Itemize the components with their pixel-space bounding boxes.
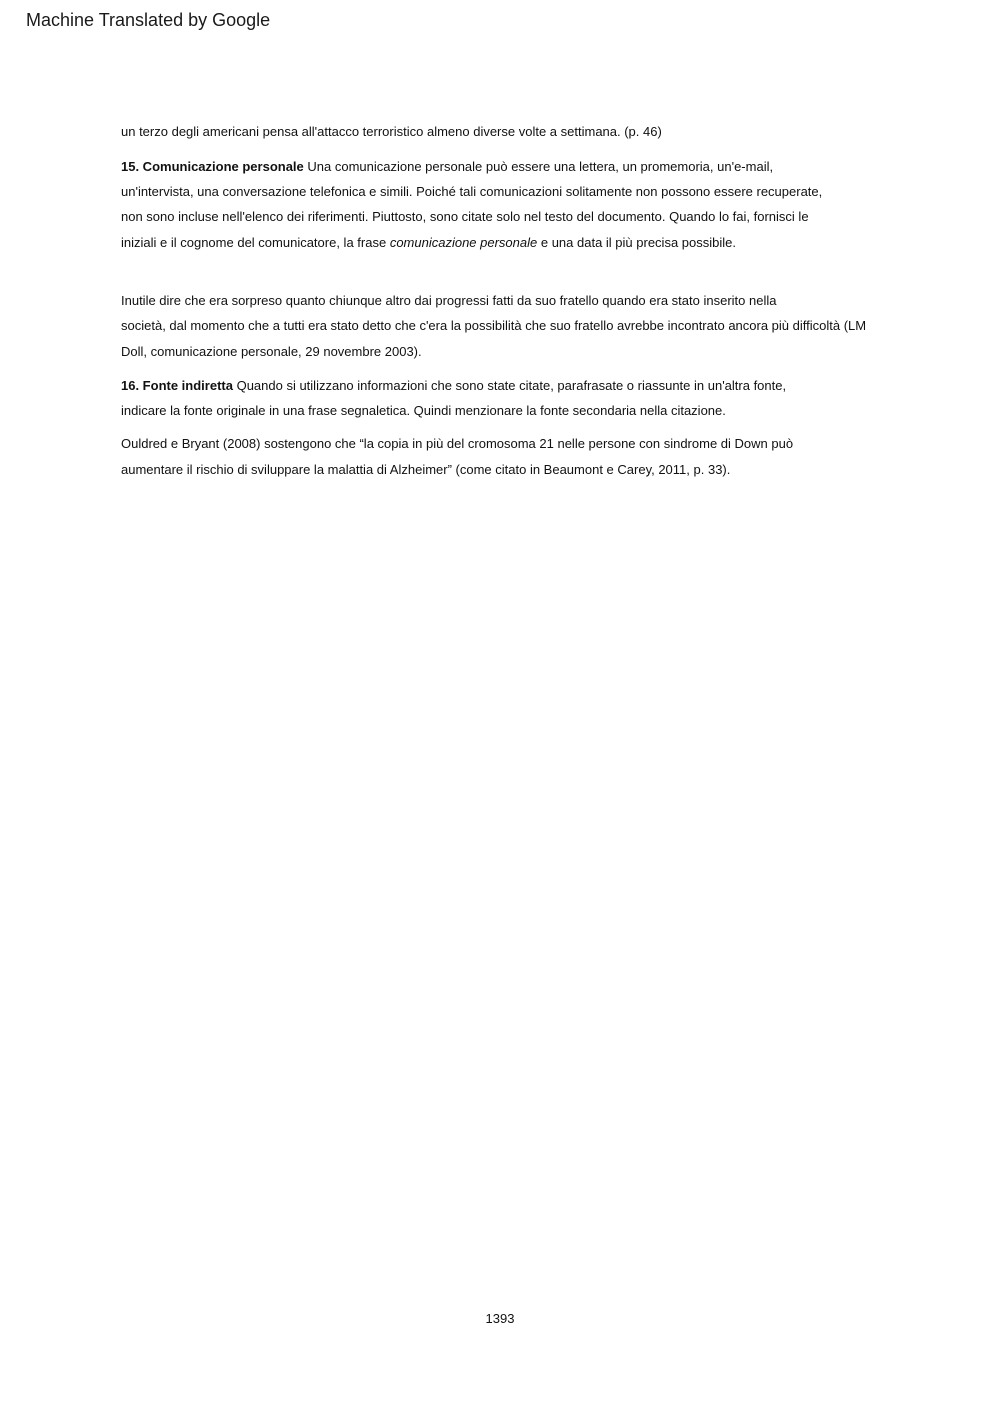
intro-line: un terzo degli americani pensa all'attacco terroristico almeno diverse volte a settimana. (p. 46) bbox=[121, 124, 662, 139]
section-16-heading: 16. Fonte indiretta bbox=[121, 378, 233, 393]
section-15-line-3: non sono incluse nell'elenco dei riferimenti. Piuttosto, sono citate solo nel testo del documento. Quando lo fai, fornisci le bbox=[121, 209, 809, 224]
section-15-heading: 15. Comunicazione personale bbox=[121, 159, 304, 174]
section-16-line-2: indicare la fonte originale in una frase segnaletica. Quindi menzionare la fonte secondaria nella citazione. bbox=[121, 403, 726, 418]
example-16-line-2: aumentare il rischio di sviluppare la malattia di Alzheimer” (come citato in Beaumont e Carey, 2011, p. 33). bbox=[121, 462, 731, 477]
example-15-line-3: Doll, comunicazione personale, 29 novembre 2003). bbox=[121, 344, 422, 359]
example-15-line-2: società, dal momento che a tutti era stato detto che c'era la possibilità che suo fratello avrebbe incontrato ancora più difficoltà (LM bbox=[121, 318, 867, 333]
section-15-line-1-text: Una comunicazione personale può essere una lettera, un promemoria, un'e-mail, bbox=[303, 159, 774, 174]
page-number: 1393 bbox=[485, 1311, 515, 1326]
section-15-line-4 bbox=[121, 234, 736, 252]
section-15-italic-term: comunicazione personale bbox=[389, 235, 538, 250]
section-16-line-1-text: Quando si utilizzano informazioni che sono state citate, parafrasate o riassunte in un'altra fonte, bbox=[232, 378, 787, 393]
section-15-line-4-b: e una data il più precisa possibile. bbox=[537, 235, 736, 250]
example-15-line-1: Inutile dire che era sorpreso quanto chiunque altro dai progressi fatti da suo fratello quando era stato inserito nella bbox=[121, 293, 777, 308]
machine-translation-banner: Machine Translated by Google bbox=[26, 10, 271, 30]
example-16-line-1: Ouldred e Bryant (2008) sostengono che “la copia in più del cromosoma 21 nelle persone con sindrome di Down può bbox=[121, 436, 794, 451]
section-16-line-1 bbox=[121, 377, 786, 395]
section-15-line-1 bbox=[121, 158, 773, 176]
section-15-line-4-a: iniziali e il cognome del comunicatore, la frase bbox=[121, 235, 390, 250]
section-15-line-2: un'intervista, una conversazione telefonica e simili. Poiché tali comunicazioni solitamente non possono essere recuperate, bbox=[121, 184, 823, 199]
